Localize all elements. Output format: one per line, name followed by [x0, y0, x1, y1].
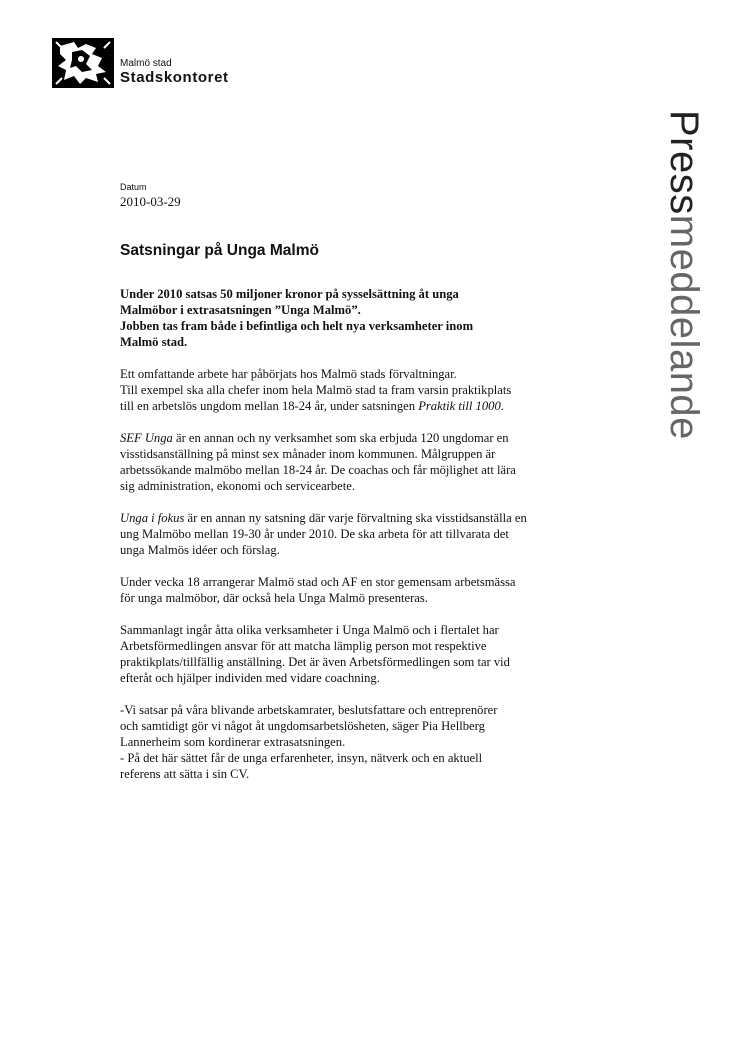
p5-line: Sammanlagt ingår åtta olika verksamheter i Unga Malmö och i flertalet har	[120, 623, 499, 637]
p2-line-1-rest: är en annan och ny verksamhet som ska erbjuda 120 ungdomar en	[172, 431, 509, 445]
paragraph-2	[120, 430, 590, 494]
p1-line-3-end: .	[500, 399, 504, 413]
sef-unga-em: SEF Unga	[120, 431, 173, 445]
office-name: Stadskontoret	[120, 69, 229, 86]
body-text	[120, 286, 590, 798]
p3-line: unga Malmös idéer och förslag.	[120, 543, 280, 557]
p3-line: ung Malmöbo mellan 19-30 år under 2010. De ska arbeta för att tillvarata det	[120, 527, 509, 541]
organization-header	[120, 58, 229, 87]
paragraph-5	[120, 622, 590, 686]
p1-line: Ett omfattande arbete har påbörjats hos Malmö stads förvaltningar.	[120, 367, 457, 381]
unga-i-fokus-em: Unga i fokus	[120, 511, 185, 525]
p5-line: efteråt och hjälper individen med vidare coachning.	[120, 671, 380, 685]
p3-line	[120, 510, 590, 526]
p6-line: Lannerheim som kordinerar extrasatsningen.	[120, 735, 346, 749]
p4-line: Under vecka 18 arrangerar Malmö stad och AF en stor gemensam arbetsmässa	[120, 575, 516, 589]
paragraph-6	[120, 702, 590, 782]
p2-line: arbetssökande malmöbo mellan 18-24 år. De coachas och får möjlighet att lära	[120, 463, 516, 477]
side-title-meddelande: meddelande	[662, 214, 706, 440]
lead-line: Jobben tas fram både i befintliga och helt nya verksamheter inom	[120, 319, 474, 333]
p5-line: Arbetsförmedlingen ansvar för att matcha lämplig person mot respektive	[120, 639, 487, 653]
p5-line: praktikplats/tillfällig anställning. Det är även Arbetsförmedlingen som tar vid	[120, 655, 510, 669]
lead-line: Malmö stad.	[120, 335, 188, 349]
malmo-coat-of-arms-logo	[52, 38, 114, 88]
date-label: Datum	[120, 182, 147, 192]
p2-line: sig administration, ekonomi och servicearbete.	[120, 479, 356, 493]
lead-line: Under 2010 satsas 50 miljoner kronor på sysselsättning åt unga	[120, 287, 459, 301]
p1-line-3-text: till en arbetslös ungdom mellan 18-24 år, under satsningen	[120, 399, 419, 413]
headline: Satsningar på Unga Malmö	[120, 242, 319, 259]
p1-line: Till exempel ska alla chefer inom hela Malmö stad ta fram varsin praktikplats	[120, 383, 512, 397]
city-name: Malmö stad	[120, 58, 172, 69]
p2-line	[120, 430, 590, 446]
paragraph-4	[120, 574, 590, 606]
p6-line: - På det här sättet får de unga erfarenheter, insyn, nätverk och en aktuell	[120, 751, 483, 765]
date-value: 2010-03-29	[120, 194, 181, 209]
p2-line: visstidsanställning på minst sex månader inom kommunen. Målgruppen är	[120, 447, 496, 461]
press-release-vertical-title	[662, 110, 706, 440]
praktik-till-1000-em: Praktik till 1000	[418, 399, 501, 413]
p6-line: -Vi satsar på våra blivande arbetskamrater, beslutsfattare och entreprenörer	[120, 703, 498, 717]
side-title-press: Press	[662, 110, 706, 215]
p3-line-1-rest: är en annan ny satsning där varje förvaltning ska visstidsanställa en	[184, 511, 527, 525]
lead-line: Malmöbor i extrasatsningen ”Unga Malmö”.	[120, 303, 361, 317]
paragraph-1	[120, 366, 590, 414]
paragraph-3	[120, 510, 590, 558]
p6-line: referens att sätta i sin CV.	[120, 767, 250, 781]
p1-line	[120, 398, 590, 414]
lead-paragraph	[120, 286, 590, 350]
p4-line: för unga malmöbor, där också hela Unga Malmö presenteras.	[120, 591, 428, 605]
p6-line: och samtidigt gör vi något åt ungdomsarbetslösheten, säger Pia Hellberg	[120, 719, 485, 733]
